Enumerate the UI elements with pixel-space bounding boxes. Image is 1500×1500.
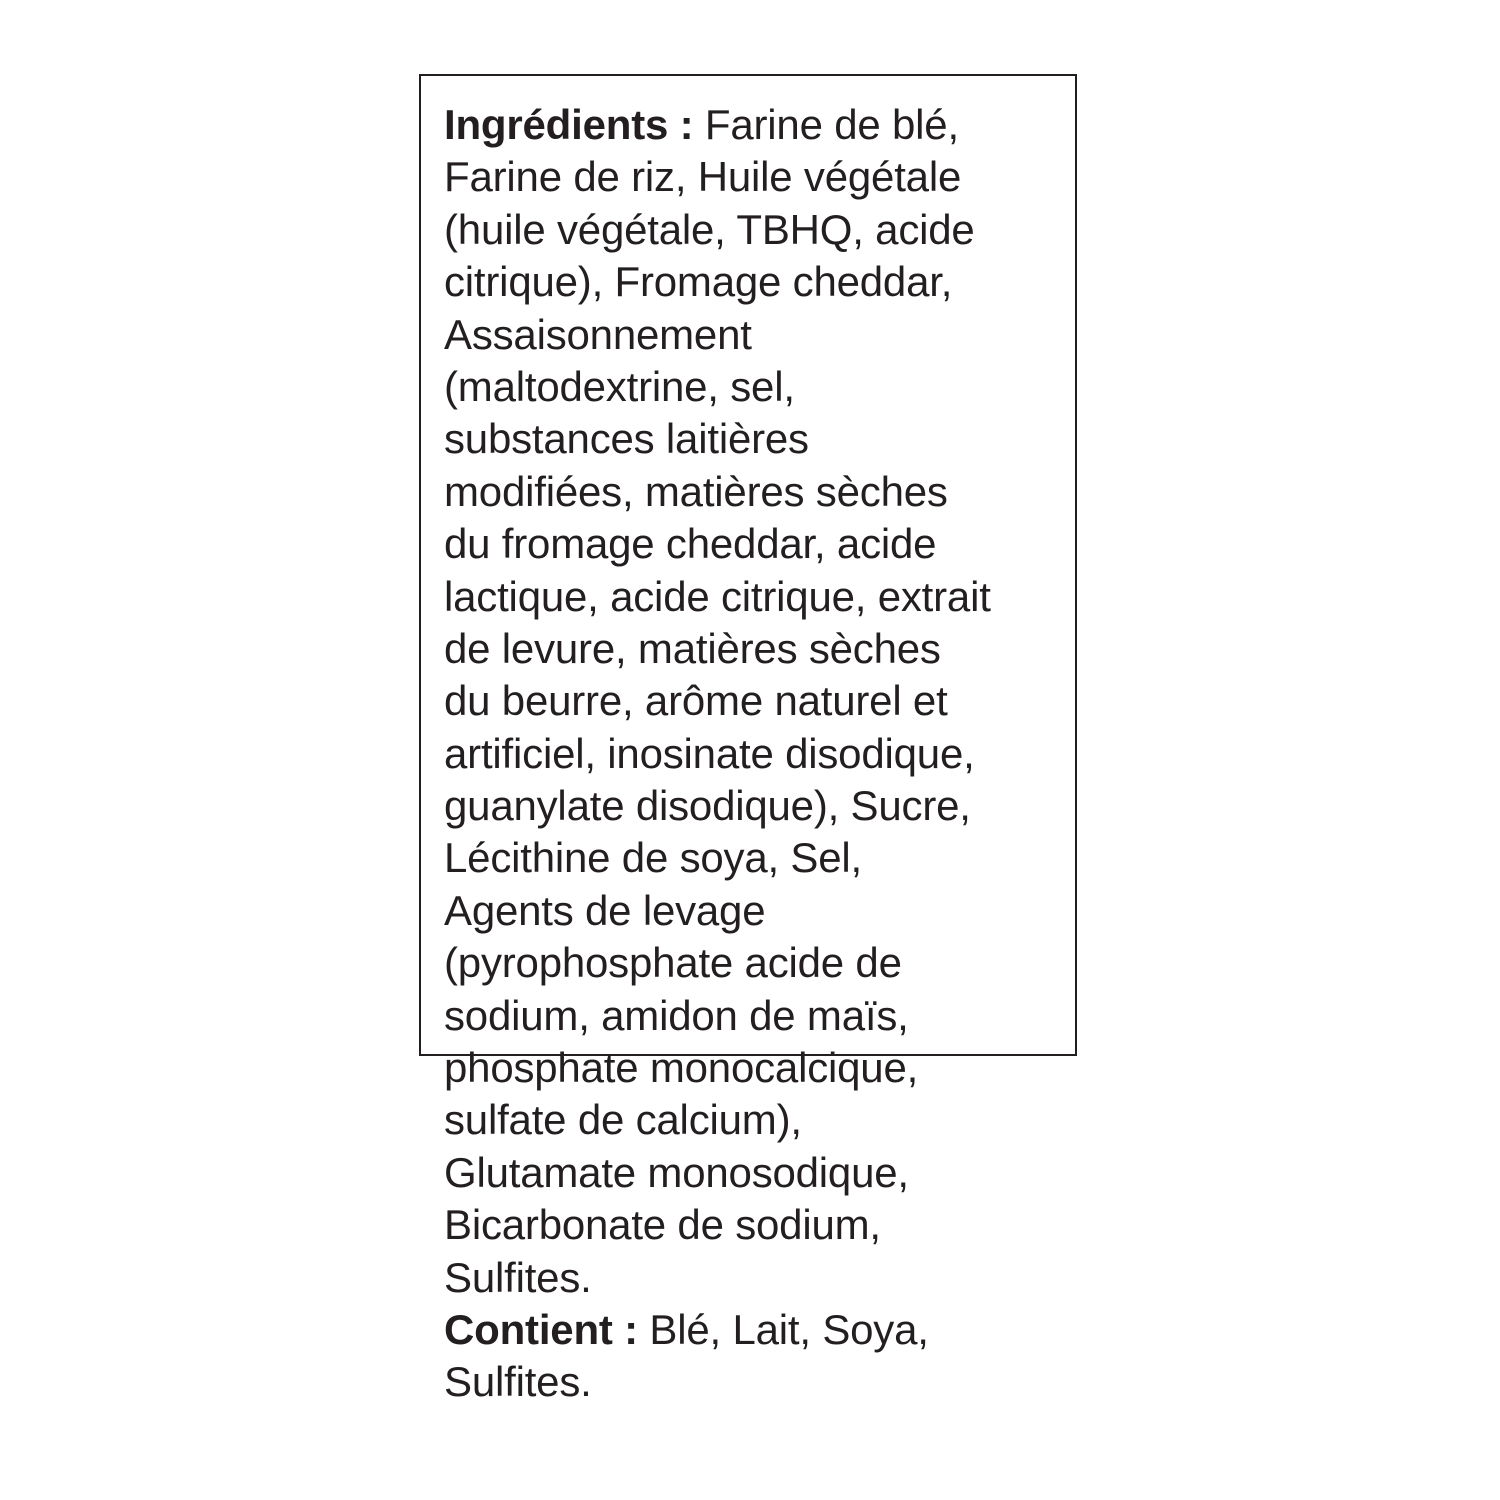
ingredients-line: sulfate de calcium), bbox=[444, 1096, 802, 1144]
ingredients-text: Farine de blé, bbox=[693, 101, 959, 148]
ingredients-line: Sulfites. bbox=[444, 1253, 592, 1301]
ingredients-line bbox=[444, 99, 1074, 151]
ingredients-line: de levure, matières sèches bbox=[444, 624, 941, 672]
contains-text: Blé, Lait, Soya, bbox=[637, 1305, 929, 1353]
ingredients-line: du fromage cheddar, acide bbox=[444, 520, 937, 568]
ingredients-line: citrique), Fromage cheddar, bbox=[444, 258, 953, 306]
ingredients-line: (maltodextrine, sel, bbox=[444, 362, 795, 410]
ingredients-line: substances laitières bbox=[444, 415, 809, 463]
contains-heading: Contient : bbox=[444, 1305, 638, 1353]
ingredients-line: (huile végétale, TBHQ, acide bbox=[444, 205, 975, 253]
ingredients-label-box bbox=[419, 74, 1077, 1406]
ingredients-line: guanylate disodique), Sucre, bbox=[444, 782, 971, 830]
contains-line bbox=[444, 1304, 1074, 1356]
ingredients-line: (pyrophosphate acide de bbox=[444, 939, 902, 987]
ingredients-line: modifiées, matières sèches bbox=[444, 467, 948, 515]
ingredients-heading: Ingrédients : bbox=[444, 101, 694, 148]
ingredients-line: Glutamate monosodique, bbox=[444, 1148, 909, 1196]
ingredients-line: lactique, acide citrique, extrait bbox=[444, 572, 991, 620]
ingredients-line: artificiel, inosinate disodique, bbox=[444, 729, 975, 777]
ingredients-line: du beurre, arôme naturel et bbox=[444, 677, 948, 725]
ingredients-line: Assaisonnement bbox=[444, 310, 752, 358]
ingredients-label-text bbox=[444, 99, 1074, 1409]
ingredients-line: phosphate monocalcique, bbox=[444, 1044, 919, 1092]
ingredients-line: sodium, amidon de maïs, bbox=[444, 991, 909, 1039]
ingredients-line: Farine de riz, Huile végétale bbox=[444, 153, 962, 201]
ingredients-line: Bicarbonate de sodium, bbox=[444, 1201, 881, 1249]
ingredients-line: Lécithine de soya, Sel, bbox=[444, 834, 863, 882]
contains-line: Sulfites. bbox=[444, 1358, 592, 1406]
ingredients-line: Agents de levage bbox=[444, 886, 766, 934]
